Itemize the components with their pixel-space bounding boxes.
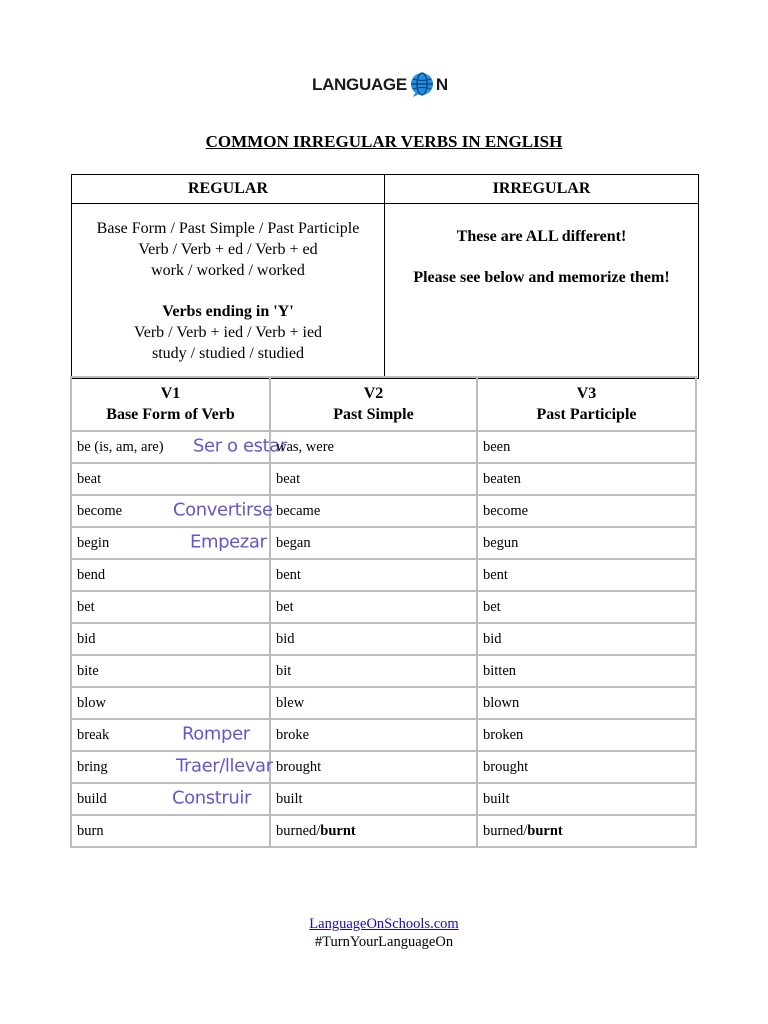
past-participle-text: bet [483, 598, 501, 615]
past-simple-cell [270, 687, 477, 719]
handwritten-translation: Romper [182, 723, 250, 745]
handwritten-translation: Empezar [190, 531, 267, 553]
base-form-cell [71, 559, 270, 591]
base-form-cell [71, 623, 270, 655]
irregular-note-cell [385, 204, 699, 379]
base-form-cell [71, 751, 273, 783]
table-row [71, 591, 696, 623]
past-participle-text: become [483, 502, 529, 519]
base-form-text: bet [77, 598, 95, 615]
globe-speech-bubble-icon [409, 72, 435, 98]
base-form-cell [71, 815, 270, 847]
page-title: COMMON IRREGULAR VERBS IN ENGLISH [205, 132, 563, 151]
alternate-form: burnt [320, 822, 356, 839]
past-simple-cell [270, 655, 477, 687]
past-simple-cell [270, 591, 477, 623]
past-simple-cell [270, 431, 477, 463]
past-participle-cell [477, 559, 696, 591]
footer [0, 915, 768, 951]
hashtag: #TurnYourLanguageOn [314, 934, 454, 950]
past-simple-text: became [276, 502, 321, 519]
table-row [71, 431, 696, 463]
irregular-header: IRREGULAR [385, 175, 699, 204]
past-participle-text: beaten [483, 470, 521, 487]
irregular-line: These are ALL different! [456, 228, 627, 245]
base-form-text: blow [77, 694, 106, 711]
table-row [71, 719, 696, 751]
past-participle-cell [477, 591, 696, 623]
table-row [71, 783, 696, 815]
base-form-text: bend [77, 566, 106, 583]
past-participle-text: brought [483, 758, 529, 775]
regular-line: Verb / Verb + ed / Verb + ed [138, 241, 318, 258]
website-link[interactable]: LanguageOnSchools.com [309, 916, 459, 932]
past-participle-cell [477, 527, 696, 559]
past-participle-text: blown [483, 694, 520, 711]
regular-rules-cell [72, 204, 385, 379]
base-form-text: beat [77, 470, 102, 487]
past-simple-text: bent [276, 566, 301, 583]
base-form-cell [71, 719, 270, 751]
past-participle-cell [477, 623, 696, 655]
base-form-cell [71, 495, 273, 527]
irregular-line: Please see below and memorize them! [413, 269, 670, 286]
header-v2: V2 Past Simple [270, 377, 477, 431]
table-row [71, 655, 696, 687]
past-simple-cell [270, 751, 477, 783]
regular-subheading: Verbs ending in 'Y' [162, 303, 294, 320]
table-row [71, 687, 696, 719]
past-simple-cell [270, 719, 477, 751]
past-simple-cell [270, 495, 477, 527]
base-form-text: build [77, 790, 107, 807]
header-v1: V1 Base Form of Verb [71, 377, 270, 431]
table-row [71, 815, 696, 847]
past-simple-cell [270, 559, 477, 591]
table-row [71, 463, 696, 495]
past-participle-cell [477, 687, 696, 719]
table-row [71, 559, 696, 591]
past-participle-cell [477, 655, 696, 687]
past-participle-text: bitten [483, 662, 517, 679]
past-participle-text: begun [483, 534, 519, 551]
base-form-text: burn [77, 822, 104, 839]
past-participle-text: broken [483, 726, 524, 743]
past-participle-text: built [483, 790, 510, 807]
base-form-text: break [77, 726, 110, 743]
past-simple-text: was, were [276, 438, 334, 455]
base-form-cell [71, 431, 287, 463]
past-participle-cell [477, 815, 696, 847]
base-form-text: bite [77, 662, 99, 679]
regular-header: REGULAR [72, 175, 385, 204]
past-simple-cell [270, 783, 477, 815]
base-form-cell [71, 687, 270, 719]
past-simple-text: bet [276, 598, 294, 615]
base-form-text: begin [77, 534, 110, 551]
past-participle-cell [477, 463, 696, 495]
past-participle-cell [477, 783, 696, 815]
past-simple-text: broke [276, 726, 310, 743]
base-form-cell [71, 783, 270, 815]
base-form-text: bring [77, 758, 108, 775]
language-on-logo [312, 68, 448, 102]
past-participle-cell [477, 751, 696, 783]
regular-irregular-table [71, 174, 699, 379]
past-participle-text: been [483, 438, 511, 455]
past-participle-text: burned [483, 822, 524, 839]
base-form-text: bid [77, 630, 96, 647]
handwritten-translation: Traer/llevar [176, 755, 273, 777]
table-row [71, 751, 696, 783]
handwritten-translation: Ser o estar [193, 435, 287, 457]
past-simple-text: blew [276, 694, 305, 711]
past-simple-text: burned [276, 822, 317, 839]
past-participle-cell [477, 495, 696, 527]
past-simple-text: bit [276, 662, 292, 679]
past-participle-text: bent [483, 566, 508, 583]
past-simple-cell [270, 463, 477, 495]
separator: / [316, 822, 321, 839]
regular-line: Base Form / Past Simple / Past Participle [96, 220, 360, 237]
handwritten-translation: Construir [172, 787, 252, 809]
base-form-cell [71, 591, 270, 623]
past-participle-cell [477, 431, 696, 463]
past-simple-text: beat [276, 470, 301, 487]
past-simple-cell [270, 815, 477, 847]
header-v3: V3 Past Participle [477, 377, 696, 431]
base-form-cell [71, 527, 270, 559]
past-participle-cell [477, 719, 696, 751]
separator: / [523, 822, 528, 839]
base-form-cell [71, 655, 270, 687]
past-participle-text: bid [483, 630, 502, 647]
logo-text-left: LANGUAGE [312, 75, 407, 94]
past-simple-text: bid [276, 630, 295, 647]
base-form-text: become [77, 502, 123, 519]
handwritten-translation: Convertirse [173, 499, 273, 521]
irregular-verbs-table [70, 376, 697, 848]
regular-line: work / worked / worked [151, 262, 305, 279]
past-simple-text: began [276, 534, 311, 551]
regular-line: study / studied / studied [152, 345, 304, 362]
past-simple-cell [270, 623, 477, 655]
alternate-form: burnt [527, 822, 563, 839]
past-simple-text: built [276, 790, 303, 807]
table-row [71, 623, 696, 655]
base-form-text: be (is, am, are) [77, 438, 164, 455]
past-simple-text: brought [276, 758, 322, 775]
past-simple-cell [270, 527, 477, 559]
table-row [71, 527, 696, 559]
regular-line: Verb / Verb + ied / Verb + ied [133, 324, 323, 341]
base-form-cell [71, 463, 270, 495]
logo-text-right: N [435, 75, 448, 94]
table-row [71, 495, 696, 527]
